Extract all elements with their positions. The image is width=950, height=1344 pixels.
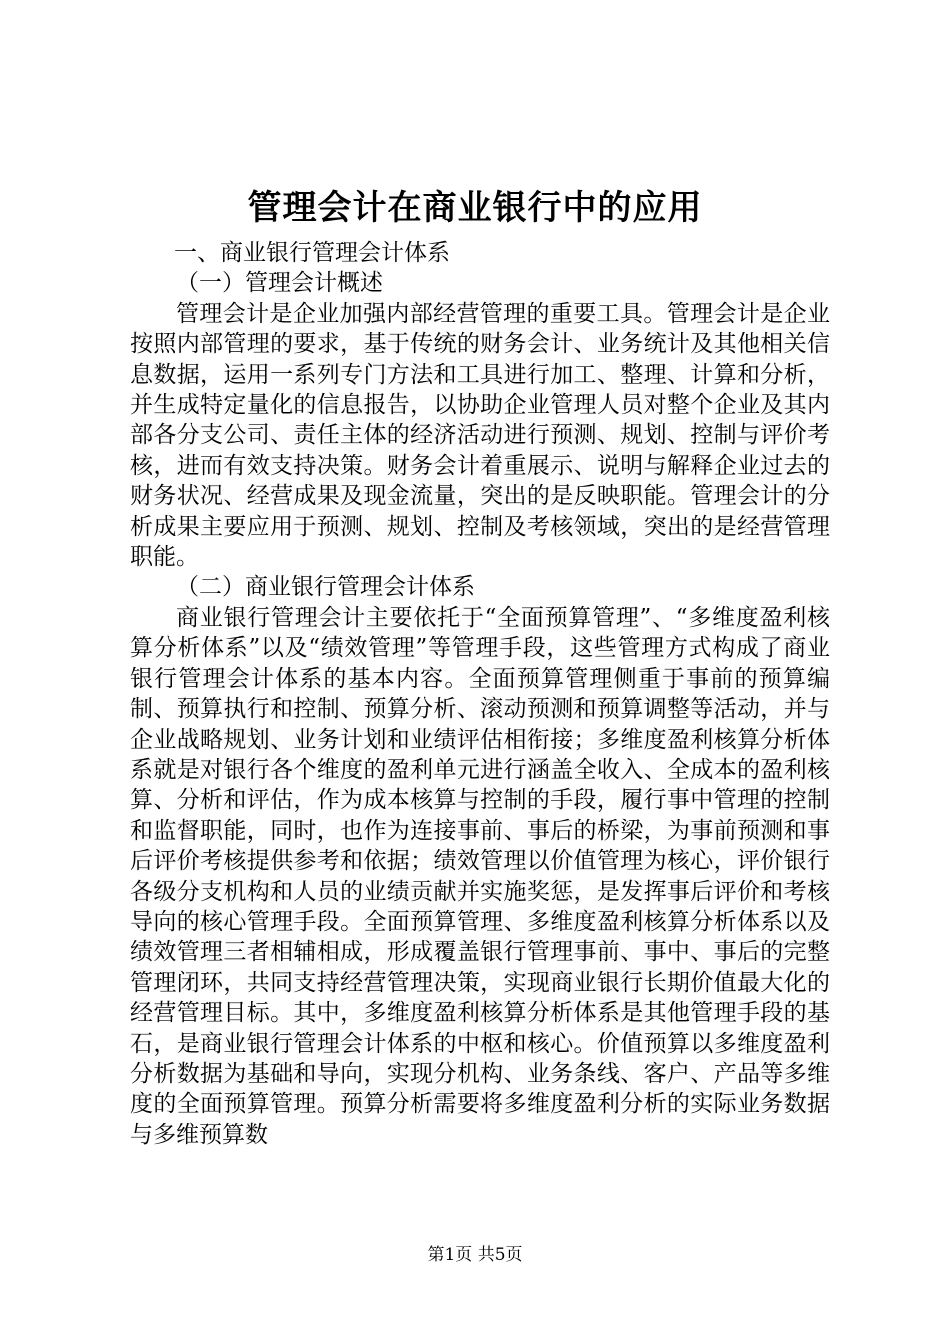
paragraph-system: 商业银行管理会计主要依托于“全面预算管理”、“多维度盈利核算分析体系”以及“绩效管理”等管理手段，这些管理方式构成了商业银行管理会计体系的基本内容。全面预算管理侧重于事前的预算编制、预算执行和控制、预算分析、滚动预测和预算调整等活动，并与企业战略规划、业务计划和业绩评估相衔接；多维度盈利核算分析体系就是对银行各个维度的盈利单元进行涵盖全收入、全成本的盈利核算、分析和评估，作为成本核算与控制的手段，履行事中管理的控制和监督职能，同时，也作为连接事前、事后的桥梁，为事前预测和事后评价考核提供参考和依据；绩效管理以价值管理为核心，评价银行各级分支机构和人员的业绩贡献并实施奖惩，是发挥事后评价和考核导向的核心管理手段。全面预算管理、多维度盈利核算分析体系以及绩效管理三者相辅相成，形成覆盖银行管理事前、事中、事后的完整管理闭环，共同支持经营管理决策，实现商业银行长期价值最大化的经营管理目标。其中，多维度盈利核算分析体系是其他管理手段的基石，是商业银行管理会计体系的中枢和核心。价值预算以多维度盈利分析数据为基础和导向，实现分机构、业务条线、客户、产品等多维度的全面预算管理。预算分析需要将多维度盈利分析的实际业务数据与多维预算数	[130, 604, 830, 1148]
subsection-heading-overview: （一）管理会计概述	[176, 270, 383, 297]
subsection-heading-system: （二）商业银行管理会计体系	[176, 574, 475, 601]
paragraph-overview: 管理会计是企业加强内部经营管理的重要工具。管理会计是企业按照内部管理的要求，基于传统的财务会计、业务统计及其他相关信息数据，运用一系列专门方法和工具进行加工、整理、计算和分析，并生成特定量化的信息报告，以协助企业管理人员对整个企业及其内部各分支公司、责任主体的经济活动进行预测、规划、控制与评价考核，进而有效支持决策。财务会计着重展示、说明与解释企业过去的财务状况、经营成果及现金流量，突出的是反映职能。管理会计的分析成果主要应用于预测、规划、控制及考核领域，突出的是经营管理职能。	[130, 300, 830, 571]
document-body	[130, 238, 830, 1150]
section-heading: 一、商业银行管理会计体系	[174, 240, 450, 266]
document-title: 管理会计在商业银行中的应用	[247, 188, 703, 228]
page-footer: 第1页 共5页	[427, 1245, 523, 1265]
